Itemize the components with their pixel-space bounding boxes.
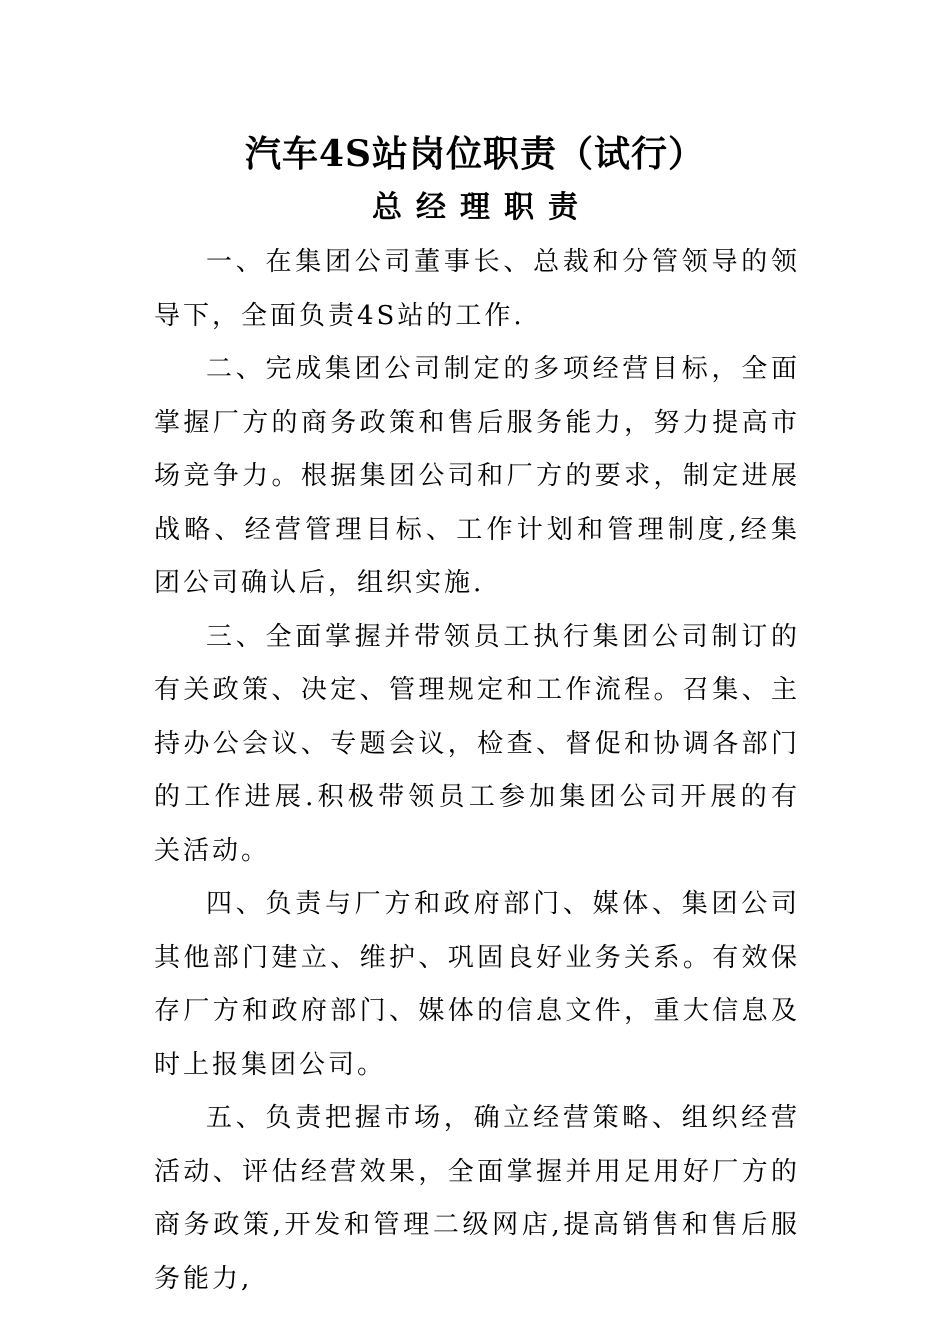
document-title: 汽车4S站岗位职责（试行） [244,133,706,175]
paragraph-1: 一、在集团公司董事长、总裁和分管领导的领导下，全面负责4S站的工作. [154,247,800,331]
document-body [154,236,800,1306]
paragraph-3: 三、全面掌握并带领员工执行集团公司制订的有关政策、决定、管理规定和工作流程。召集、主持办公会议、专题会议，检查、督促和协调各部门的工作进展.积极带领员工参加集团公司开展的有关活动。 [154,621,800,866]
paragraph-4: 四、负责与厂方和政府部门、媒体、集团公司其他部门建立、维护、巩固良好业务关系。有效保存厂方和政府部门、媒体的信息文件，重大信息及时上报集团公司。 [154,889,800,1080]
section-title: 总经理职责 [372,190,592,225]
paragraph-5: 五、负责把握市场，确立经营策略、组织经营活动、评估经营效果，全面掌握并用足用好厂方的商务政策,开发和管理二级网店,提高销售和售后服务能力, [154,1103,800,1294]
paragraph-2: 二、完成集团公司制定的多项经营目标，全面掌握厂方的商务政策和售后服务能力，努力提高市场竞争力。根据集团公司和厂方的要求，制定进展战略、经营管理目标、工作计划和管理制度,经集团公司确认后，组织实施. [154,354,800,598]
